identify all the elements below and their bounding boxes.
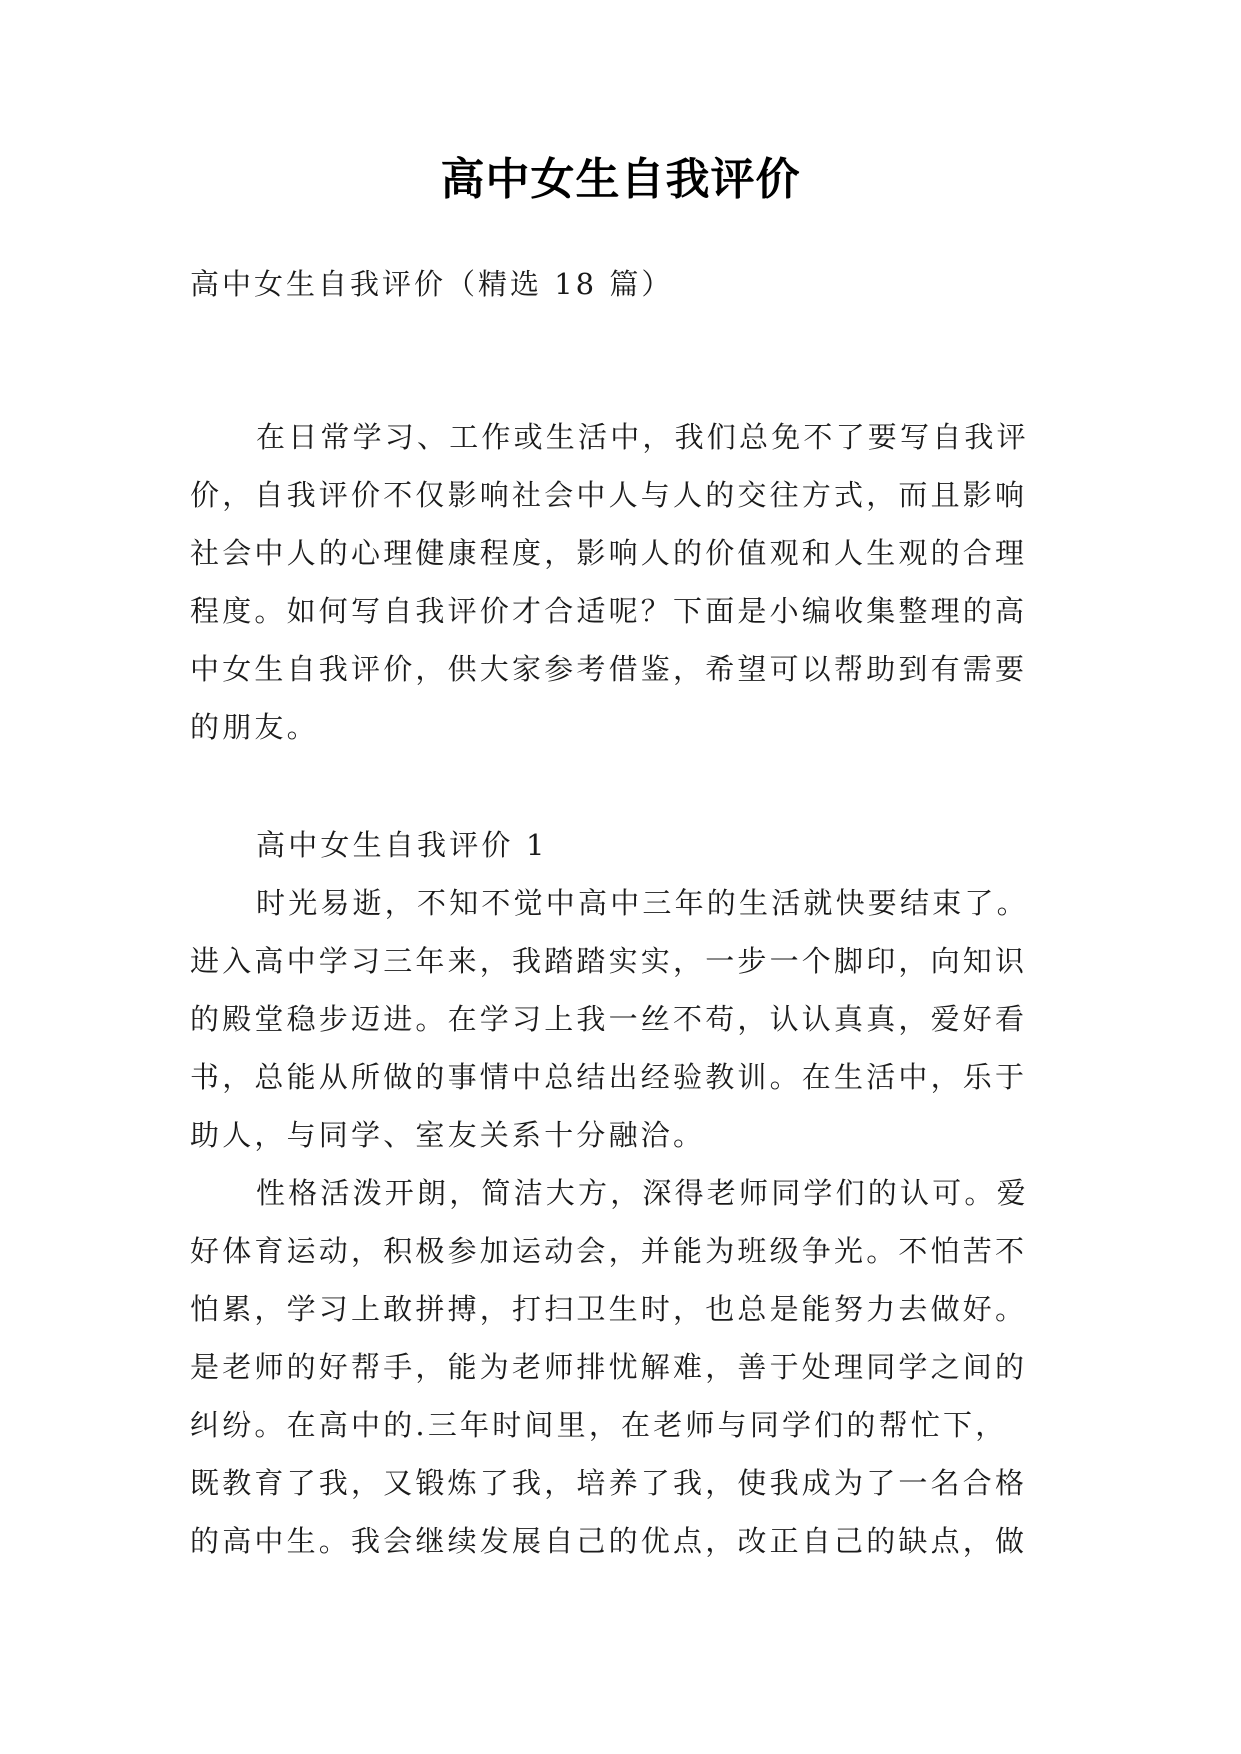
text-line: 书，总能从所做的事情中总结出经验教训。在生活中，乐于 — [190, 1060, 1028, 1094]
text-line: 社会中人的心理健康程度，影响人的价值观和人生观的合理 — [190, 536, 1028, 570]
intro-paragraph — [190, 408, 1070, 756]
text-line: 中女生自我评价，供大家参考借鉴，希望可以帮助到有需要 — [190, 652, 1028, 686]
text-line: 好体育运动，积极参加运动会，并能为班级争光。不怕苦不 — [190, 1234, 1028, 1268]
text-line: 价，自我评价不仅影响社会中人与人的交往方式，而且影响 — [190, 478, 1028, 512]
text-line: 性格活泼开朗，简洁大方，深得老师同学们的认可。爱 — [256, 1176, 1029, 1210]
section-heading: 高中女生自我评价 1 — [256, 828, 548, 862]
text-line: 是老师的好帮手，能为老师排忧解难，善于处理同学之间的 — [190, 1350, 1028, 1384]
text-line: 纠纷。在高中的.三年时间里，在老师与同学们的帮忙下， — [190, 1408, 1008, 1442]
text-line: 的殿堂稳步迈进。在学习上我一丝不苟，认认真真，爱好看 — [190, 1002, 1028, 1036]
text-line: 进入高中学习三年来，我踏踏实实，一步一个脚印，向知识 — [190, 944, 1028, 978]
text-line: 的高中生。我会继续发展自己的优点，改正自己的缺点，做 — [190, 1524, 1028, 1558]
document-subtitle: 高中女生自我评价（精选 18 篇） — [190, 267, 674, 301]
text-line: 在日常学习、工作或生活中，我们总免不了要写自我评 — [256, 420, 1029, 454]
text-line: 助人，与同学、室友关系十分融洽。 — [190, 1118, 706, 1152]
text-line: 既教育了我，又锻炼了我，培养了我，使我成为了一名合格 — [190, 1466, 1028, 1500]
document-title: 高中女生自我评价 — [440, 154, 801, 205]
text-line: 怕累，学习上敢拼搏，打扫卫生时，也总是能努力去做好。 — [190, 1292, 1028, 1326]
text-line: 时光易逝，不知不觉中高中三年的生活就快要结束了。 — [256, 886, 1029, 920]
text-line: 程度。如何写自我评价才合适呢？下面是小编收集整理的高 — [190, 594, 1028, 628]
section-1 — [190, 816, 1070, 1570]
text-line: 的朋友。 — [190, 710, 319, 744]
